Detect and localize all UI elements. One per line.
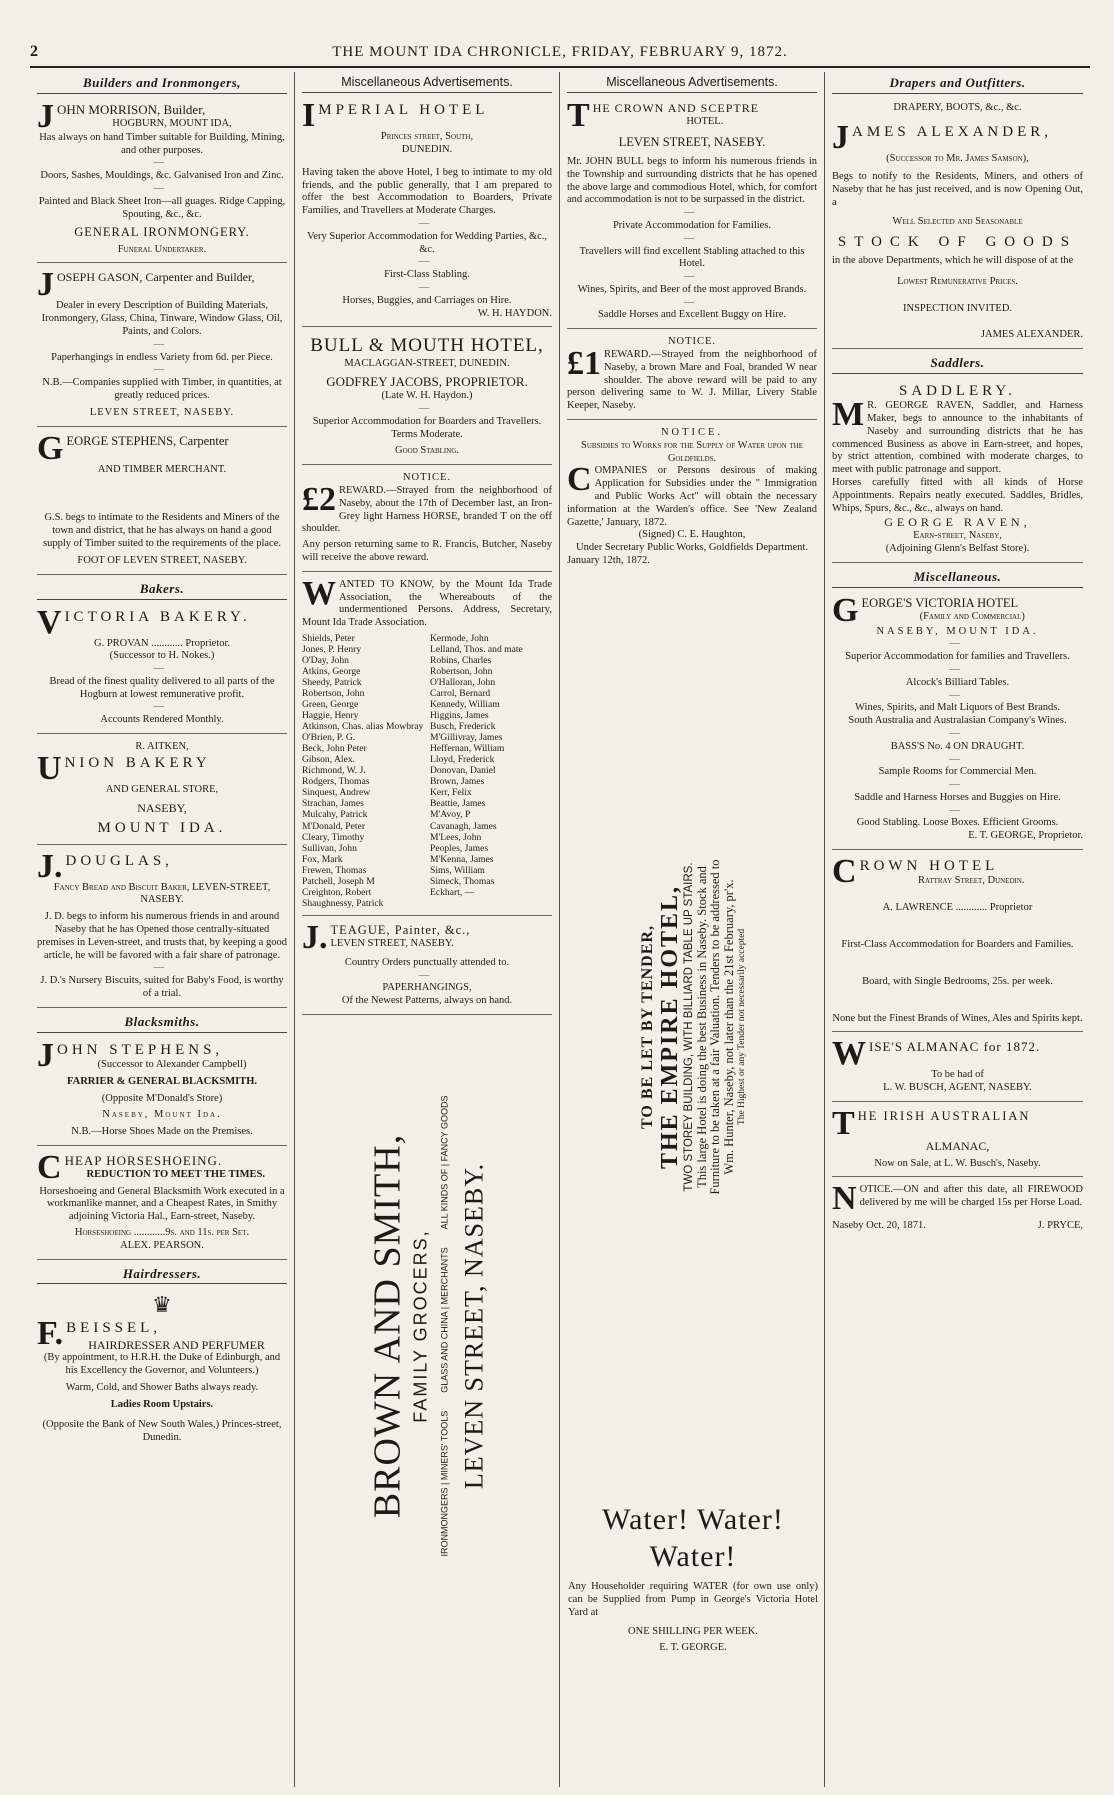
ad-brown-and-smith [302, 1018, 552, 1633]
ad-line: Board, with Single Bedrooms, 25s. per week. [862, 975, 1053, 987]
drop-cap: F. [37, 1315, 64, 1353]
ad-body: Having taken the above Hotel, I beg to intimate to my old friends, and the public generally, that I am prepared to offer the best Accommodation to Boarders, Private Families, and Travellers at Moderate Charges. [302, 166, 552, 217]
ad-heading: SADDLERY. [899, 382, 1016, 399]
wanted-name: M'Donald, Peter [302, 820, 366, 832]
ad-body: Begs to notify to the Residents, Miners, and others of Naseby that he has just received, and is now Opening Out, a [832, 171, 1083, 209]
ad-sub: AND TIMBER MERCHANT. [97, 463, 227, 475]
drop-cap: N [832, 1180, 857, 1218]
ad-name: BULL & MOUTH HOTEL, [310, 335, 544, 357]
wanted-name: Robertson, John [430, 666, 493, 678]
ad-category: IRONMONGERS | MINERS' TOOLS [439, 1410, 450, 1556]
ad-name: OSEPH GASON, Carpenter and Builder, [57, 270, 255, 285]
ad-date: Naseby Oct. 20, 1871. [832, 1219, 926, 1231]
ad-line: Naseby, Mount Ida. [102, 1109, 222, 1121]
ad-pryce-notice [832, 1180, 1083, 1238]
ad-empire-hotel-tender [568, 772, 818, 1282]
divider: — [683, 296, 701, 308]
ad-line: N.B.—Companies supplied with Timber, in quantities, at greatly reduced prices. [42, 377, 282, 402]
ad-gason [37, 266, 287, 426]
wanted-name: Simeck, Thomas [430, 875, 495, 887]
ad-line: Now on Sale, at L. W. Busch's, Naseby. [874, 1157, 1041, 1169]
ad-notice-mare [567, 332, 817, 420]
divider: — [418, 969, 436, 981]
ad-body: REWARD.—Strayed from the neighborhood of Naseby, a brown Mare and Foal, branded W near shoulder. The above reward will be paid to any person delivering same to W. J. Millar, Livery Stable Keeper, Naseby. [567, 349, 817, 412]
ad-line: DUNEDIN. [401, 144, 453, 156]
divider: — [949, 663, 966, 675]
ad-name: DOUGLAS, [65, 852, 173, 869]
tender-line: This large Hotel is doing the best Business in Naseby. Stock and [694, 866, 709, 1188]
wanted-name: Rodgers, Thomas [302, 776, 370, 788]
drop-cap: J [37, 1036, 54, 1074]
wanted-name: Carrol, Bernard [430, 688, 491, 700]
ad-name: HE IRISH AUSTRALIAN [857, 1108, 1031, 1123]
divider: — [418, 218, 436, 230]
wanted-name: Creighton, Robert [302, 886, 372, 898]
ad-beissel [37, 1288, 287, 1451]
ad-line: BASS'S No. 4 ON DRAUGHT. [890, 740, 1025, 752]
divider: — [418, 282, 436, 294]
ad-line: Private Accommodation for Families. [612, 219, 772, 231]
ad-line: (Opposite the Bank of New South Wales,) Princes-street, Dunedin. [42, 1419, 282, 1444]
ad-body: Mr. JOHN BULL begs to inform his numerous friends in the Township and surrounding districts that he has opened the above large and commodious Hotel, which, for comfort and accommodation is not to be surpassed in the district. [567, 155, 817, 206]
wanted-name: O'Halloran, John [430, 677, 496, 689]
ad-name: AMES ALEXANDER, [852, 123, 1053, 140]
newspaper-title: THE MOUNT IDA CHRONICLE, FRIDAY, FEBRUARY 9, 1872. [332, 43, 788, 60]
ad-line: Painted and Black Sheet Iron—all guages. Ridge Capping, Spouting, &c., &c. [38, 195, 286, 220]
divider: — [949, 727, 966, 739]
ad-line: Good Stabling. [395, 445, 459, 457]
drop-cap: C [567, 461, 592, 499]
ad-body: Country Orders punctually attended to. [344, 956, 510, 968]
divider: — [949, 753, 966, 765]
ad-teague [302, 919, 552, 1015]
ad-line: FARRIER & GENERAL BLACKSMITH. [67, 1075, 257, 1087]
ad-line: MOUNT IDA. [97, 820, 227, 837]
tender-heading: TO BE LET BY TENDER, [638, 925, 656, 1129]
ad-name: EORGE'S VICTORIA HOTEL [861, 595, 1019, 610]
wanted-name: Lelland, Thos. and mate [430, 644, 523, 656]
ad-imperial-hotel [302, 97, 552, 327]
ad-body: Horseshoeing and General Blacksmith Work executed in a workmanlike manner, and a Cheapest Rates, in Smithy adjoining Victoria Hal., Earn-street, Naseby. [39, 1185, 285, 1223]
ad-line: Saddle and Harness Horses and Buggies on Hire. [854, 791, 1061, 803]
wanted-name: Gibson, Alex. [302, 754, 356, 766]
ad-line: STOCK OF GOODS [837, 233, 1078, 250]
drop-cap: I [302, 97, 316, 135]
section-heading: Hairdressers. [37, 1263, 287, 1285]
ad-name: EORGE STEPHENS, Carpenter [66, 433, 229, 448]
divider: — [949, 804, 966, 816]
drop-cap: J. [37, 847, 63, 885]
ad-body: Dealer in every Description of Building Materials, Ironmongery, Glass, China, Tinware, Window Glass, Oil, Paints, and Colors. [41, 300, 283, 338]
ad-line: Funeral Undertaker. [117, 243, 207, 255]
ad-water [568, 1502, 818, 1655]
header-rule [30, 66, 1090, 68]
ad-line: (By appointment, to H.R.H. the Duke of Edinburgh, and his Excellency the Governor, and Volunteers.) [43, 1352, 281, 1376]
ad-line: Ladies Room Upstairs. [110, 1398, 214, 1410]
royal-crest-icon: ♛ [152, 1292, 172, 1318]
wanted-name: Atkinson, Chas. alias Mowbray [302, 721, 424, 733]
wanted-name: Heffernan, William [430, 743, 505, 755]
ad-line: Doors, Sashes, Mouldings, &c. Galvanised Iron and Zinc. [40, 170, 284, 182]
ad-line: Warm, Cold, and Shower Baths always ready. [65, 1381, 259, 1393]
ad-body: Bread of the finest quality delivered to all parts of the Hogburn at lowest remunerative profit. [49, 675, 275, 700]
ad-george-stephens [37, 430, 287, 575]
wanted-name: O'Brien, P. G. [302, 732, 356, 744]
ad-sub: REDUCTION TO MEET THE TIMES. [86, 1168, 266, 1180]
wanted-name: Kermode, John [430, 632, 489, 644]
drop-cap: T [567, 97, 590, 135]
drop-cap: £2 [302, 481, 336, 519]
ad-line: INSPECTION INVITED. [902, 302, 1013, 314]
ad-morrison [37, 98, 287, 264]
notice-heading: NOTICE. [660, 427, 724, 439]
section-heading: Blacksmiths. [37, 1011, 287, 1033]
wanted-name: Frewen, Thomas [302, 864, 367, 876]
ad-street: LEVEN STREET, NASEBY. [89, 406, 235, 418]
drop-cap: J. [302, 918, 328, 956]
ad-line: (Opposite M'Donald's Store) [101, 1092, 223, 1104]
drop-cap: G [37, 429, 64, 467]
ad-address: HOGBURN, MOUNT IDA, [112, 117, 232, 129]
ad-name: ROWN HOTEL [859, 858, 999, 875]
ad-line: NASEBY, [137, 800, 187, 815]
ad-body: REWARD.—Strayed from the neighborhood of Naseby, about the 17th of December last, an Iron-Grey light Harness HORSE, branded T on the off shoulder. [302, 485, 552, 535]
ad-line: None but the Finest Brands of Wines, Ales and Spirits kept. [832, 1012, 1083, 1024]
wanted-name: Sinquest, Andrew [302, 787, 371, 799]
ad-line: G. PROVAN ............ Proprietor. [93, 637, 231, 649]
ad-category: GLASS AND CHINA | MERCHANTS [439, 1246, 450, 1393]
rotated-ad [639, 777, 747, 1277]
ad-name: MPERIAL HOTEL [318, 102, 489, 119]
names-list [302, 633, 552, 909]
ad-body: J. D. begs to inform his numerous friends in and around Naseby that he has Opened those centrally-situated premises in Leven-street, and trusts that, by keeping a good article, he will be favored with a fair share of patronage. [37, 911, 287, 961]
ad-line: Wines, Spirits, and Beer of the most approved Brands. [577, 283, 807, 295]
ad-line: Horses, Buggies, and Carriages on Hire. [342, 294, 512, 306]
ad-line: Princes street, South, [380, 131, 474, 143]
divider: — [418, 403, 436, 415]
wanted-name: Brown, James [430, 776, 485, 788]
section-heading: Saddlers. [832, 352, 1083, 374]
ad-line: Superior Accommodation for families and Travellers. [845, 651, 1070, 663]
ad-name: HE CROWN AND SCEPTRE [592, 101, 760, 116]
ad-signature: E. T. GEORGE. [659, 1642, 727, 1654]
divider: — [683, 232, 701, 244]
ad-line: J. D.'s Nursery Biscuits, suited for Baby's Food, is worthy of a trial. [40, 975, 284, 999]
ad-line: Earn-street, Naseby, [913, 530, 1002, 542]
wanted-name: M'Gillivray, James [430, 732, 503, 744]
wanted-name: Lloyd, Frederick [430, 754, 495, 766]
ad-crown-hotel [832, 853, 1083, 1032]
ad-notice-subsidies [567, 423, 817, 574]
ad-line: ONE SHILLING PER WEEK. [628, 1625, 758, 1637]
ad-line: To be had of [931, 1069, 984, 1081]
column-1 [30, 72, 295, 1787]
ad-category: ALL KINDS OF | FANCY GOODS [439, 1095, 450, 1229]
ad-sub: (Family and Commercial) [919, 610, 1025, 622]
drop-cap: M [832, 396, 865, 434]
wanted-name: Atkins, George [302, 666, 361, 678]
ad-name: OHN STEPHENS, [57, 1041, 224, 1058]
ad-line: Paperhangings in endless Variety from 6d. per Piece. [51, 351, 273, 363]
wanted-name: Jones, P. Henry [302, 644, 362, 656]
notice-heading: NOTICE. [667, 336, 717, 348]
page-header [30, 40, 1090, 64]
wanted-name: Sims, William [430, 864, 485, 876]
ad-body: Superior Accommodation for Boarders and Travellers. Terms Moderate. [312, 415, 542, 440]
divider: — [949, 638, 966, 650]
ad-sub: AND GENERAL STORE, [105, 783, 219, 795]
ad-line: (Successor to H. Nokes.) [109, 650, 215, 662]
ad-footer [832, 1220, 1083, 1233]
ad-line: Of the Newest Patterns, always on hand. [341, 995, 513, 1007]
ad-alexander [832, 98, 1083, 349]
section-heading: Miscellaneous Advertisements. [567, 72, 817, 93]
names-column-right [430, 633, 552, 909]
ad-heading: GENERAL IRONMONGERY. [74, 225, 250, 240]
divider: — [683, 271, 701, 283]
ad-line: LEVEN STREET, NASEBY. [330, 938, 454, 950]
drop-cap: C [37, 1148, 62, 1186]
drop-cap: T [832, 1104, 855, 1142]
ad-irish-almanac [832, 1105, 1083, 1177]
tender-line: Furniture to be taken at a fair Valuation. Tenders to be addressed to [708, 859, 723, 1195]
ad-line: PAPERHANGINGS, [382, 982, 472, 994]
wanted-name: Busch, Frederick [430, 721, 496, 733]
ad-line: Travellers will find excellent Stabling attached to this Hotel. [579, 245, 805, 270]
ad-victoria-bakery [37, 604, 287, 735]
wanted-name: Beattie, James [430, 798, 486, 810]
ad-georges-victoria [832, 592, 1083, 851]
drop-cap: J [832, 118, 849, 156]
ad-signature: JAMES ALEXANDER. [980, 329, 1083, 341]
drop-cap: £1 [567, 345, 601, 383]
tender-line: Wm. Hunter, Naseby, not later than the 21st February, pr'x. [721, 879, 736, 1175]
ad-line: Saddle Horses and Excellent Buggy on Hire. [597, 309, 787, 321]
ad-raven [832, 378, 1083, 563]
ad-sub: Subsidies to Works for the Supply of Water upon the Goldfields. [581, 439, 803, 464]
ad-line: Accounts Rendered Monthly. [100, 714, 224, 726]
ad-name: Water! Water! Water! [602, 1503, 784, 1573]
ad-line: Well Selected and Seasonable [892, 215, 1023, 227]
divider: — [153, 364, 171, 376]
wanted-name: Richmond, W. J. [302, 765, 366, 777]
ad-signature: E. T. GEORGE, Proprietor. [968, 830, 1083, 842]
drop-cap: W [302, 574, 336, 612]
ad-categories [441, 1026, 450, 1626]
ad-body: Any Householder requiring WATER (for own use only) can be Supplied from Pump in George's Victoria Hotel Yard at [568, 1581, 818, 1618]
wanted-name: Shields, Peter [302, 632, 355, 644]
ad-line: Very Superior Accommodation for Wedding Parties, &c., &c. [306, 230, 548, 255]
section-heading: Bakers. [37, 578, 287, 600]
ad-body: in the above Departments, which he will dispose of at the [832, 254, 1074, 266]
drop-cap: J [37, 97, 54, 135]
ad-line: A. LAWRENCE ............ Proprietor [882, 902, 1033, 914]
ad-date: January 12th, 1872. [567, 555, 650, 567]
ad-line: MACLAGGAN-STREET, DUNEDIN. [344, 357, 510, 369]
wanted-name: Eckhart, — [430, 886, 475, 898]
divider: — [949, 689, 966, 701]
ad-body: R. GEORGE RAVEN, Saddler, and Harness Maker, begs to announce to the inhabitants of Naseby and surrounding districts that he has commenced Business as above in Earn-street, and hopes, by strict attention, combined with moderate charges, to meet with public patronage and support. [832, 400, 1083, 476]
column-3 [560, 72, 825, 1787]
ad-name: NION BAKERY [64, 754, 211, 771]
ad-line: (Adjoining Glenn's Belfast Store). [885, 542, 1030, 554]
ad-street: LEVEN STREET, NASEBY. [618, 134, 766, 149]
wanted-name: Robertson, John [302, 688, 365, 700]
section-heading: Miscellaneous. [832, 566, 1083, 588]
ad-bull-and-mouth [302, 330, 552, 465]
wanted-name: Beck, John Peter [302, 743, 367, 755]
ad-sub: ALMANAC, [925, 1138, 990, 1153]
tender-hotel: THE EMPIRE HOTEL, [656, 884, 683, 1170]
ad-line: ALEX. PEARSON. [120, 1239, 204, 1251]
ad-body: Any person returning same to R. Francis, Butcher, Naseby will receive the above reward. [302, 539, 552, 563]
ad-line: South Australia and Australasian Company's Wines. [848, 715, 1067, 727]
ad-line: First-Class Accommodation for Boarders and Families. [841, 938, 1074, 950]
wanted-name: Peoples, James [430, 842, 489, 854]
drop-cap: V [37, 603, 62, 641]
ad-body: G.S. begs to intimate to the Residents and Miners of the town and district, that he has always on hand a good supply of Timber suited to the requirements of the place. [43, 512, 281, 550]
ad-line: (Successor to Mr. James Samson), [886, 152, 1029, 164]
ad-wanted-to-know [302, 575, 552, 916]
tender-line: TWO STOREY BUILDING, WITH BILLIARD TABLE UP STAIRS. [682, 862, 695, 1192]
ad-union-bakery [37, 737, 287, 845]
wanted-name: Robins, Charles [430, 655, 492, 667]
ad-line: NASEBY, MOUNT IDA. [876, 625, 1039, 637]
wanted-name: Fox, Mark [302, 853, 343, 865]
ad-name: BROWN AND SMITH, [366, 1133, 409, 1518]
wanted-name: Kennedy, William [430, 699, 500, 711]
ad-line: (Successor to Alexander Campbell) [97, 1058, 247, 1070]
ad-line: GODFREY JACOBS, PROPRIETOR. [326, 374, 528, 390]
ad-body: Has always on hand Timber suitable for Building, Mining, and other purposes. [39, 131, 285, 156]
wanted-name: Cavanagh, James [430, 820, 497, 832]
ad-signature: W. H. HAYDON. [477, 307, 552, 319]
divider: — [418, 256, 436, 268]
ad-street: FOOT OF LEVEN STREET, NASEBY. [77, 554, 247, 566]
drop-cap: W [832, 1035, 866, 1073]
ad-line: HAIRDRESSER AND PERFUMER [88, 1337, 265, 1352]
wanted-name: M'Kenna, James [430, 853, 494, 865]
ad-cheap-horseshoeing [37, 1149, 287, 1260]
wanted-name: Sullivan, John [302, 842, 357, 854]
ad-line: Lowest Remunerative Prices. [897, 275, 1018, 287]
ad-signature: GEORGE RAVEN, [884, 515, 1031, 530]
ad-douglas [37, 848, 287, 1008]
wanted-name: M'Lees, John [430, 831, 482, 843]
ad-line: L. W. BUSCH, AGENT, NASEBY. [883, 1082, 1032, 1094]
wanted-name: Kerr, Felix [430, 787, 472, 799]
ad-sub: Fancy Bread and Biscuit Baker, LEVEN-STREET, NASEBY. [53, 881, 271, 906]
ad-line: R. AITKEN, [135, 741, 189, 753]
wanted-name: Higgins, James [430, 710, 489, 722]
tender-line: The Highest or any Tender not necessarily accepted [736, 928, 747, 1126]
ad-body: OTICE.—ON and after this date, all FIREWOOD delivered by me will be charged 15s per Horse Load. [859, 1184, 1083, 1209]
divider: — [153, 183, 171, 195]
divider: — [153, 157, 171, 169]
ad-name: HEAP HORSESHOEING. [64, 1152, 223, 1168]
ad-body: Horses carefully fitted with all kinds of Horse Appointments. Repairs neatly executed. Saddles, Bridles, Whips, Spurs, &c., &c., always on hand. [832, 477, 1083, 514]
column-2 [295, 72, 560, 1787]
drop-cap: C [832, 853, 857, 891]
ad-john-stephens [37, 1037, 287, 1146]
ad-name: BEISSEL, [66, 1320, 162, 1337]
page-columns [30, 72, 1090, 1787]
ad-line: HOTEL. [686, 115, 724, 127]
ad-crown-and-sceptre [567, 97, 817, 329]
wanted-name: Shaughnessy, Patrick [302, 897, 384, 909]
wanted-name: Strachan, James [302, 798, 364, 810]
wanted-name: O'Day, John [302, 655, 349, 667]
ad-line: Under Secretary Public Works, Goldfields Department. [576, 542, 808, 554]
ad-line: DRAPERY, BOOTS, &c., &c. [893, 101, 1022, 113]
ad-wises-almanac [832, 1035, 1083, 1102]
notice-heading: NOTICE. [402, 472, 452, 484]
wanted-name: Donovan, Daniel [430, 765, 496, 777]
ad-line: First-Class Stabling. [384, 269, 470, 281]
ad-name: OHN MORRISON, Builder, [57, 101, 206, 117]
drop-cap: G [832, 591, 859, 629]
drop-cap: U [37, 749, 62, 787]
section-heading: Miscellaneous Advertisements. [302, 72, 552, 93]
ad-line: Rattray Street, Dunedin. [918, 875, 1025, 887]
wanted-name: Cleary, Timothy [302, 831, 365, 843]
divider: — [683, 207, 701, 219]
column-4 [825, 72, 1090, 1787]
section-heading: Drapers and Outfitters. [832, 72, 1083, 94]
ad-line: Wines, Spirits, and Malt Liquors of Best Brands. [855, 702, 1060, 714]
divider: — [153, 701, 171, 713]
ad-notice-reward [302, 468, 552, 572]
ad-body: ANTED TO KNOW, by the Mount Ida Trade Association, the Whereabouts of the undermentioned Persons. Address, Secretary, Mount Ida Trade Association. [302, 578, 552, 629]
ad-line: (Signed) C. E. Haughton, [638, 529, 746, 541]
ad-signature: J. PRYCE, [1037, 1219, 1083, 1231]
ad-line: Sample Rooms for Commercial Men. [878, 766, 1037, 778]
ad-line: Good Stabling. Loose Boxes. Efficient Grooms. [856, 817, 1059, 829]
divider: — [153, 962, 171, 974]
divider: — [949, 779, 966, 791]
ad-line: N.B.—Horse Shoes Made on the Premises. [71, 1126, 253, 1138]
wanted-name: Patchell, Joseph M [302, 875, 375, 887]
names-column-left [302, 633, 424, 909]
divider: — [153, 663, 171, 675]
ad-name: TEAGUE, Painter, &c., [330, 922, 471, 937]
wanted-name: Haggie, Henry [302, 710, 359, 722]
ad-street: LEVEN STREET, NASEBY. [459, 1162, 489, 1489]
ad-line: Horseshoeing ............9s. and 11s. per Set. [74, 1226, 250, 1238]
ad-body: OMPANIES or Persons desirous of making Application for Subsidies under the " Immigration and Public Works Act" will obtain the necessary information at the Warden's office. See 'New Zealand Gazette,' January, 1872. [567, 465, 817, 528]
ad-sub: FAMILY GROCERS, [410, 1228, 431, 1423]
rotated-ad [364, 1026, 489, 1626]
ad-line: (Late W. H. Haydon.) [381, 390, 473, 402]
section-heading: Builders and Ironmongers, [37, 72, 287, 94]
wanted-name: Sheedy, Patrick [302, 677, 362, 689]
wanted-name: M'Avoy, P [430, 809, 471, 821]
page-number: 2 [30, 43, 39, 60]
ad-name: ISE'S ALMANAC for 1872. [869, 1039, 1041, 1055]
ad-line: Alcock's Billiard Tables. [905, 676, 1010, 688]
ad-name: ICTORIA BAKERY. [64, 608, 251, 625]
divider: — [153, 338, 171, 350]
drop-cap: J [37, 266, 54, 304]
wanted-name: Green, George [302, 699, 359, 711]
wanted-name: Mulcahy, Patrick [302, 809, 368, 821]
